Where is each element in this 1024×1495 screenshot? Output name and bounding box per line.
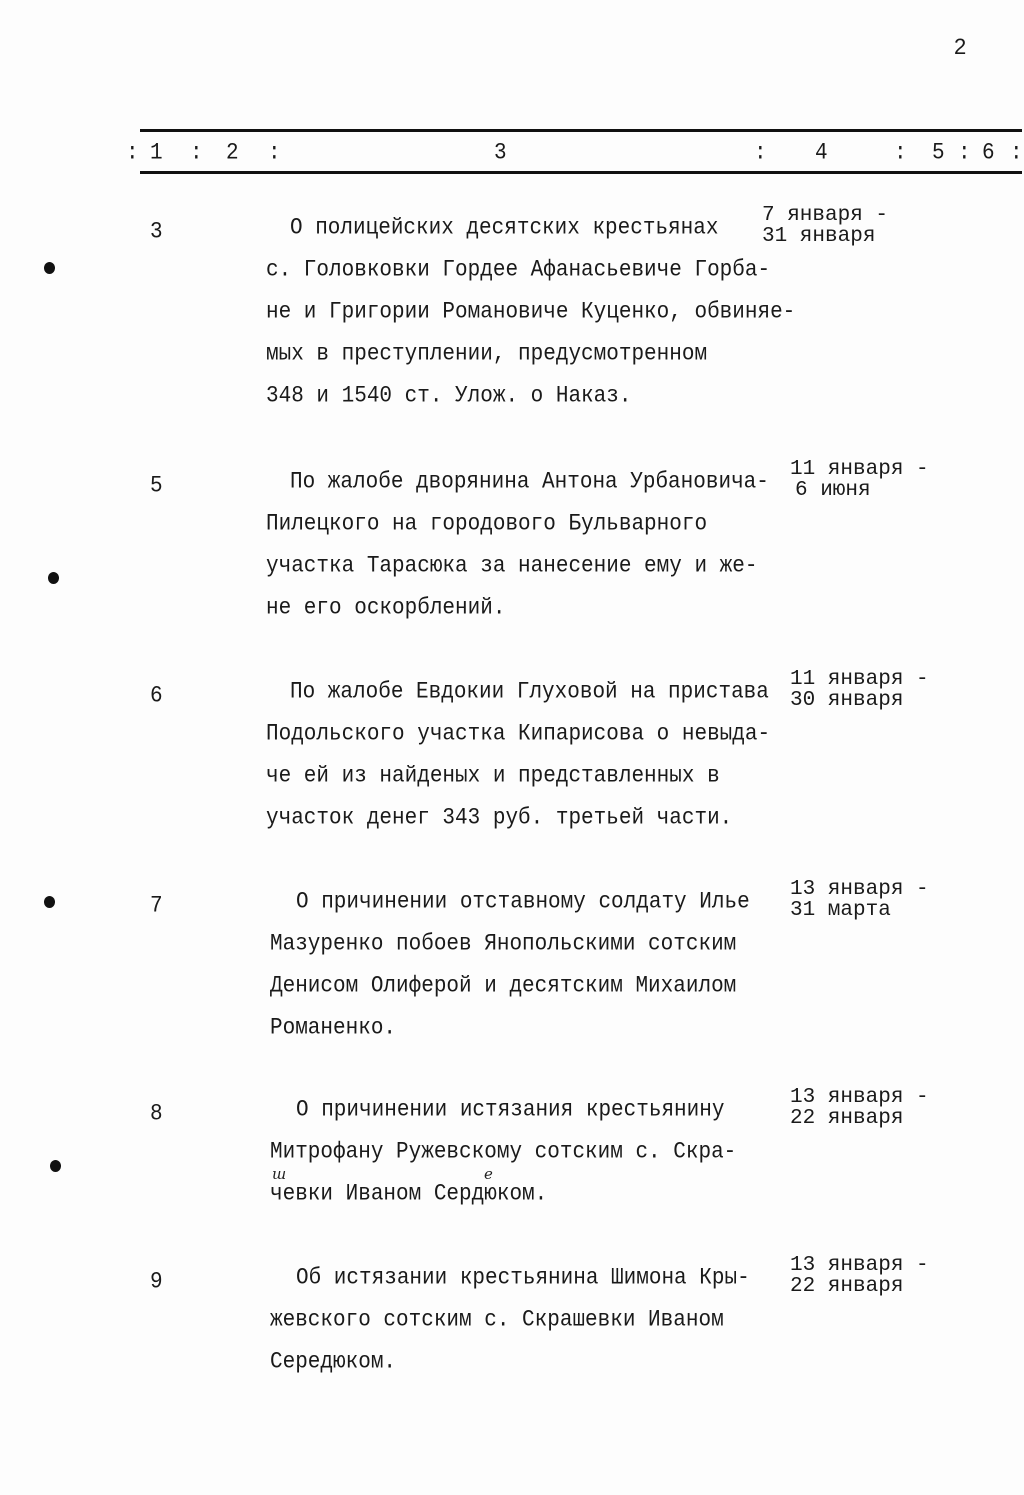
entry-text-line: Митрофану Ружевскому сотским с. Скра- xyxy=(270,1140,737,1165)
entry-text-line: Романенко. xyxy=(270,1016,397,1041)
header-separator: : xyxy=(126,141,139,166)
entry-text-line: 348 и 1540 ст. Улож. о Наказ. xyxy=(266,384,632,409)
entry-date-to: 30 января xyxy=(790,689,904,712)
entry-text-line: участка Тарасюка за нанесение ему и же- xyxy=(266,554,758,579)
header-column-4: 4 xyxy=(815,141,828,166)
header-column-5: 5 xyxy=(932,141,945,166)
entry-number: 6 xyxy=(150,684,163,709)
punch-hole-mark xyxy=(50,1160,61,1172)
entry-text-line: с. Головковки Гордее Афанасьевиче Горба- xyxy=(266,258,771,283)
entry-date-from: 11 января - xyxy=(790,668,929,691)
entry-text-line: По жалобе Евдокии Глуховой на пристава xyxy=(290,680,769,705)
header-column-3: 3 xyxy=(494,141,507,166)
entry-text-line: Об истязании крестьянина Шимона Кры- xyxy=(296,1266,750,1291)
entry-date-to: 22 января xyxy=(790,1107,904,1130)
entry-text-line: О причинении истязания крестьянину xyxy=(296,1098,725,1123)
header-top-rule xyxy=(140,129,1022,132)
page-number: 2 xyxy=(954,34,967,59)
header-separator: : xyxy=(1010,141,1023,166)
entry-text-line: жевского сотским с. Скрашевки Иваном xyxy=(270,1308,724,1333)
entry-text-line: Денисом Олиферой и десятским Михаилом xyxy=(270,974,737,999)
entry-text-line: мых в преступлении, предусмотренном xyxy=(266,342,708,367)
entry-date-from: 11 января - xyxy=(790,458,929,481)
entry-number: 5 xyxy=(150,474,163,499)
entry-date-to: 22 января xyxy=(790,1275,904,1298)
header-separator: : xyxy=(268,141,281,166)
header-separator: : xyxy=(190,141,203,166)
entry-date-to: 31 января xyxy=(762,225,876,248)
entry-text-line: О полицейских десятских крестьянах xyxy=(290,216,719,241)
entry-date-from: 13 января - xyxy=(790,878,929,901)
entry-date-from: 7 января - xyxy=(762,204,889,227)
punch-hole-mark xyxy=(44,262,55,274)
punch-hole-mark xyxy=(44,896,55,908)
header-bottom-rule xyxy=(140,171,1022,174)
header-separator: : xyxy=(894,141,907,166)
entry-number: 7 xyxy=(150,894,163,919)
entry-date-to: 6 июня xyxy=(795,479,871,502)
entry-text-line: чевки Иваном Сердюком. xyxy=(270,1182,548,1207)
entry-text-line: Пилецкого на городового Бульварного xyxy=(266,512,708,537)
header-column-6: 6 xyxy=(982,141,995,166)
entry-date-from: 13 января - xyxy=(790,1086,929,1109)
handwritten-correction: е xyxy=(484,1165,493,1183)
entry-text-line: По жалобе дворянина Антона Урбановича- xyxy=(290,470,769,495)
header-column-1: 1 xyxy=(150,141,163,166)
entry-date-to: 31 марта xyxy=(790,899,891,922)
entry-date-from: 13 января - xyxy=(790,1254,929,1277)
entry-text-line: Подольского участка Кипарисова о невыда- xyxy=(266,722,771,747)
header-separator: : xyxy=(958,141,971,166)
header-separator: : xyxy=(754,141,767,166)
entry-number: 3 xyxy=(150,220,163,245)
entry-text-line: Середюком. xyxy=(270,1350,397,1375)
entry-text-line: не его оскорблений. xyxy=(266,596,506,621)
entry-text-line: не и Григории Романовиче Куценко, обвиняе- xyxy=(266,300,796,325)
punch-hole-mark xyxy=(48,572,59,584)
entry-text-line: Мазуренко побоев Янопольскими сотским xyxy=(270,932,737,957)
handwritten-correction: ш xyxy=(272,1165,287,1183)
entry-text-line: участок денег 343 руб. третьей части. xyxy=(266,806,733,831)
entry-text-line: О причинении отставному солдату Илье xyxy=(296,890,750,915)
entry-number: 9 xyxy=(150,1270,163,1295)
entry-number: 8 xyxy=(150,1102,163,1127)
header-column-2: 2 xyxy=(226,141,239,166)
entry-text-line: че ей из найденых и представленных в xyxy=(266,764,720,789)
